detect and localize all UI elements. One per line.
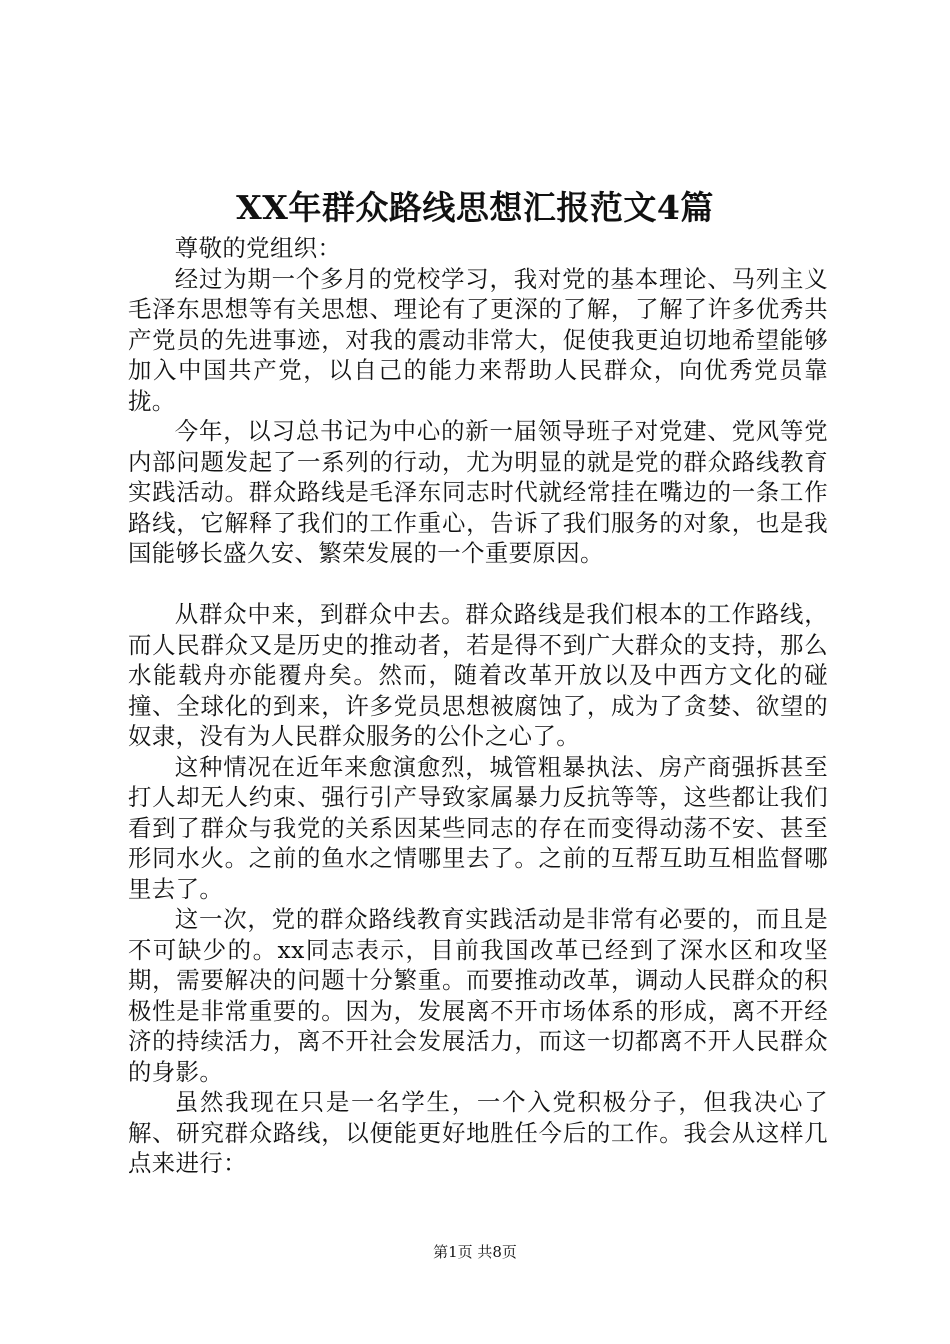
paragraph-2: 今年，以习总书记为中心的新一届领导班子对党建、党风等党内部问题发起了一系列的行动，尤为明显的就是党的群众路线教育实践活动。群众路线是毛泽东同志时代就经常挂在嘴边的一条工作路线，它解释了我们的工作重心，告诉了我们服务的对象，也是我国能够长盛久安、繁荣发展的一个重要原因。 [128,417,828,567]
paragraph-5: 这一次，党的群众路线教育实践活动是非常有必要的，而且是不可缺少的。xx同志表示，目前我国改革已经到了深水区和攻坚期，需要解决的问题十分繁重。而要推动改革，调动人民群众的积极性是非常重要的。因为，发展离不开市场体系的形成，离不开经济的持续活力，离不开社会发展活力，而这一切都离不开人民群众的身影。 [128,905,828,1086]
document-body [128,233,828,1179]
salutation: 尊敬的党组织： [174,234,342,262]
document-title: XX年群众路线思想汇报范文4篇 [236,188,714,227]
page-number-footer: 第1页 共8页 [433,1243,517,1261]
paragraph-6: 虽然我现在只是一名学生，一个入党积极分子，但我决心了解、研究群众路线，以便能更好地胜任今后的工作。我会从这样几点来进行： [128,1088,828,1177]
paragraph-4: 这种情况在近年来愈演愈烈，城管粗暴执法、房产商强拆甚至打人却无人约束、强行引产导致家属暴力反抗等等，这些都让我们看到了群众与我党的关系因某些同志的存在而变得动荡不安、甚至形同水火。之前的鱼水之情哪里去了。之前的互帮互助互相监督哪里去了。 [128,752,828,903]
paragraph-3: 从群众中来，到群众中去。群众路线是我们根本的工作路线，而人民群众又是历史的推动者，若是得不到广大群众的支持，那么水能载舟亦能覆舟矣。然而，随着改革开放以及中西方文化的碰撞、全球化的到来，许多党员思想被腐蚀了，成为了贪婪、欲望的奴隶，没有为人民群众服务的公仆之心了。 [128,600,828,750]
paragraph-1: 经过为期一个多月的党校学习，我对党的基本理论、马列主义毛泽东思想等有关思想、理论有了更深的了解，了解了许多优秀共产党员的先进事迹，对我的震动非常大，促使我更迫切地希望能够加入中国共产党，以自己的能力来帮助人民群众，向优秀党员靠拢。 [128,264,828,415]
